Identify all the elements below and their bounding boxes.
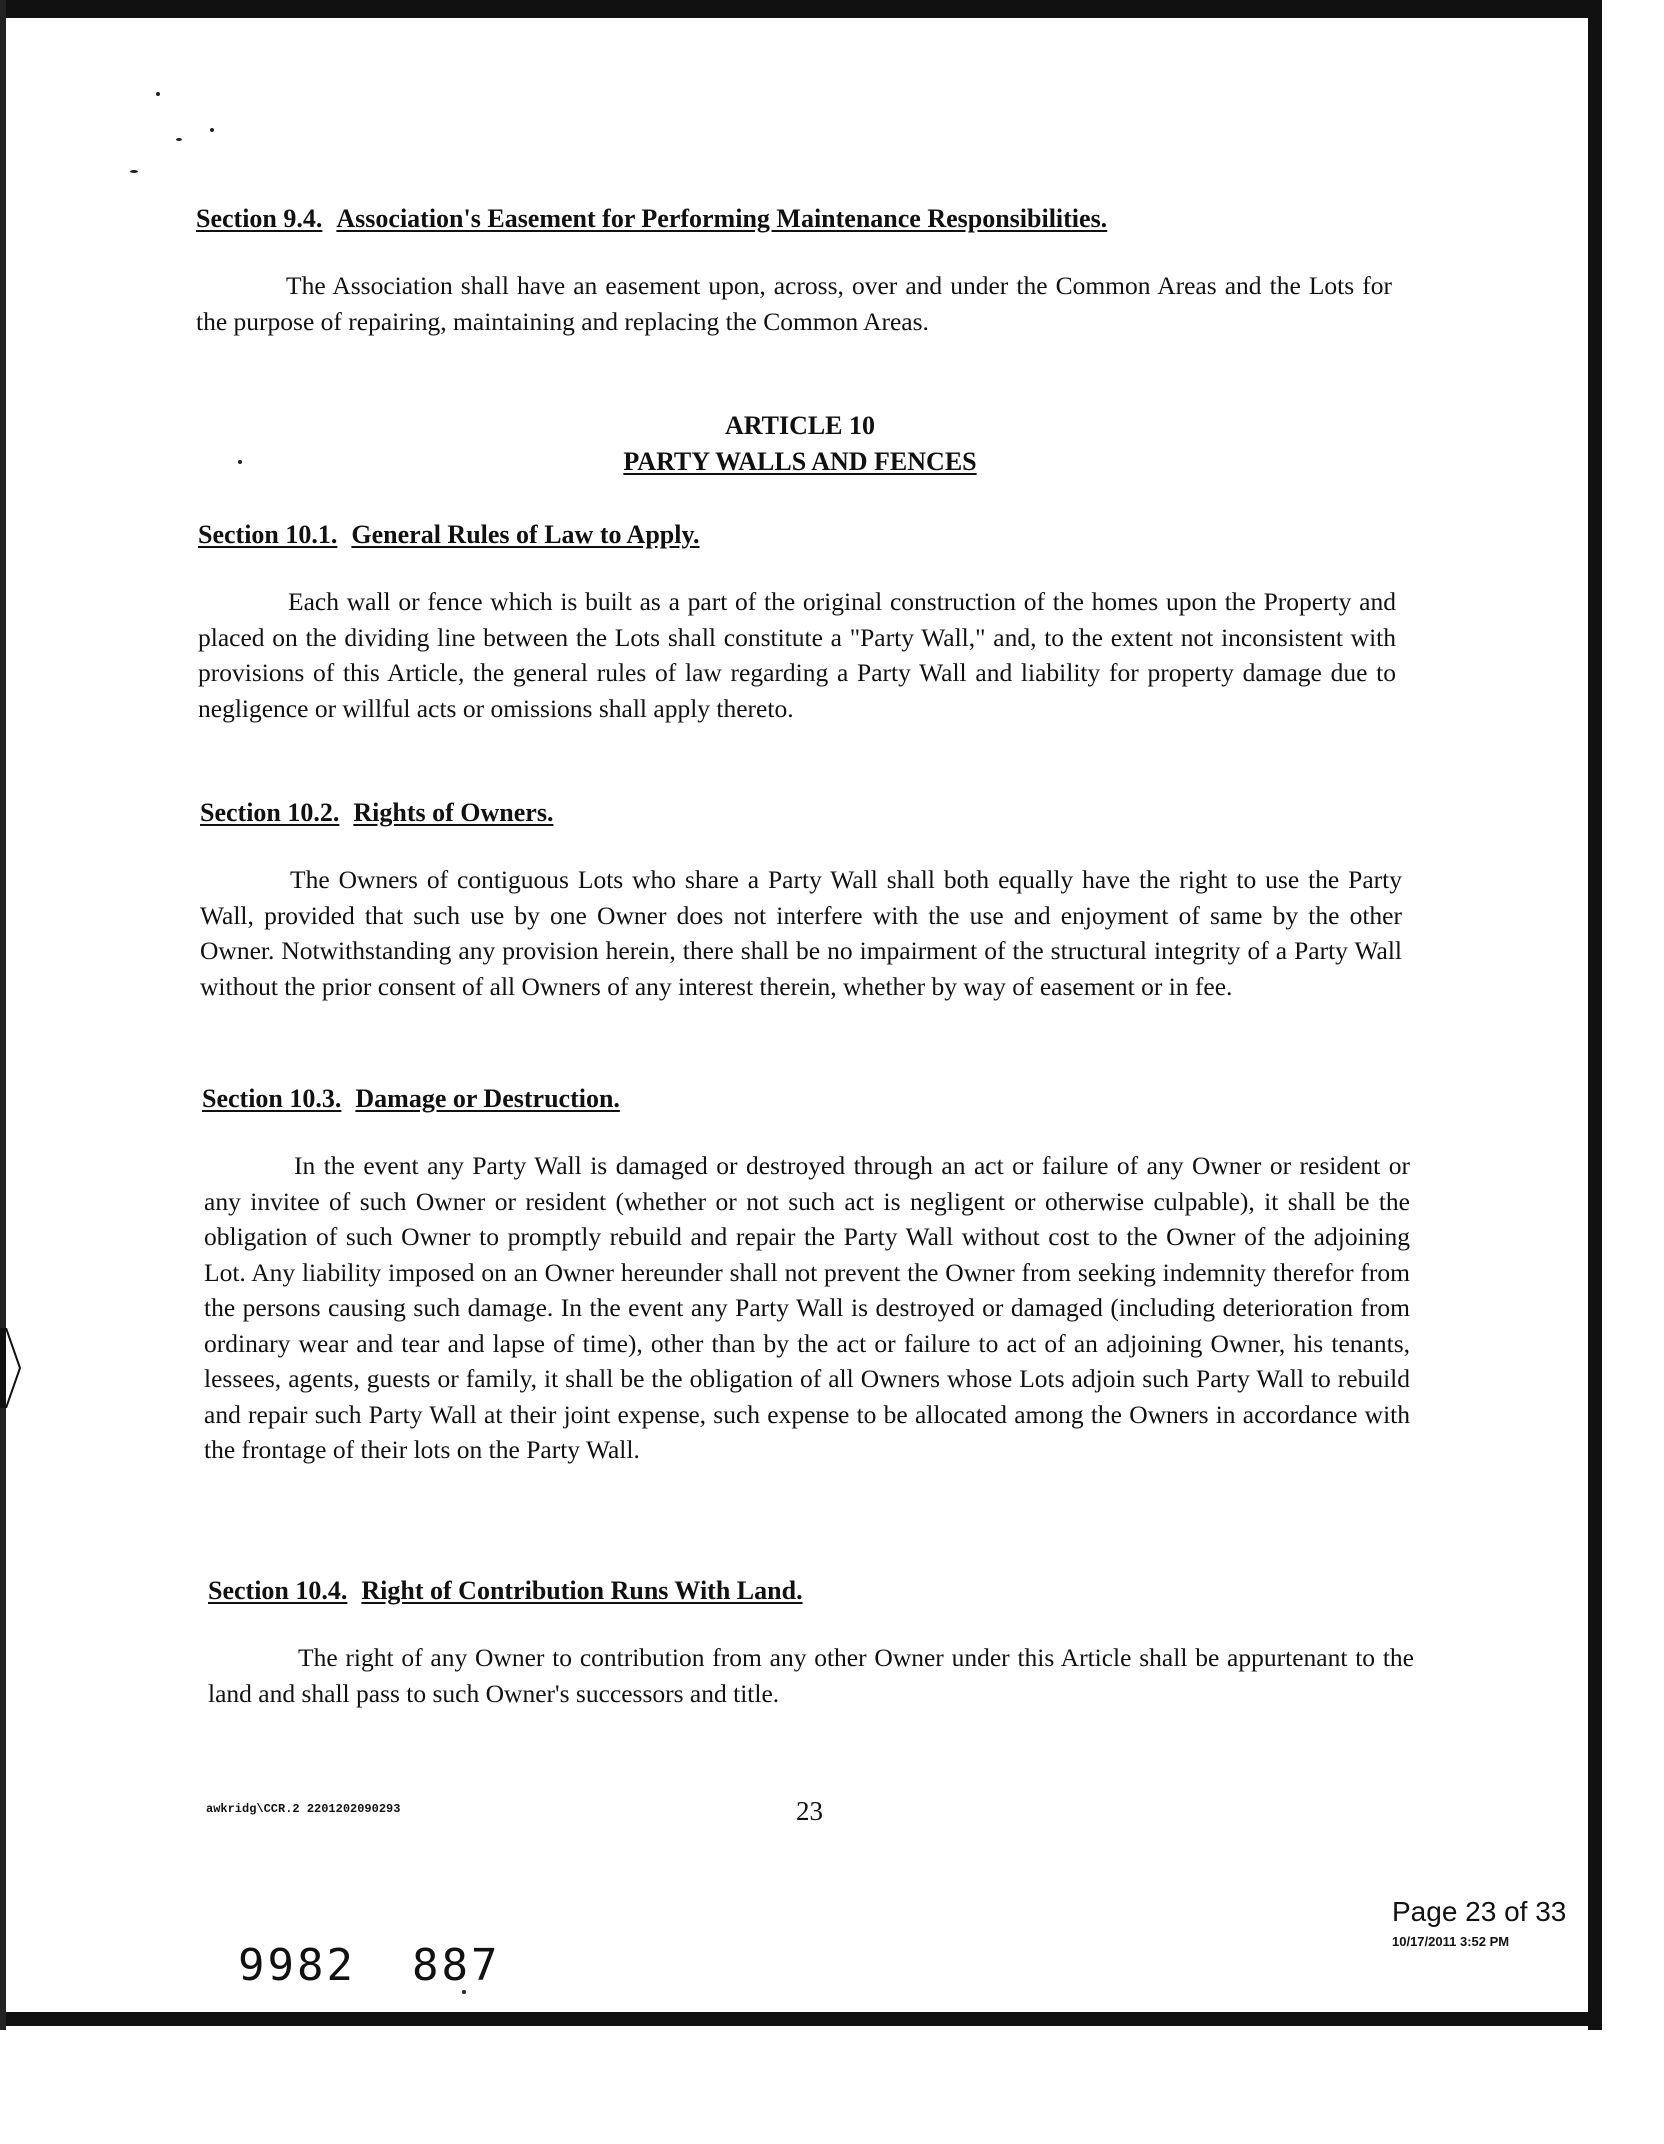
scan-border-top xyxy=(0,0,1600,18)
section-number: Section 10.2. xyxy=(200,798,340,827)
section-heading xyxy=(196,204,1107,234)
section-paragraph: The Association shall have an easement upon, across, over and under the Common Areas and the Lots for the purpose of repairing, maintaining and replacing the Common Areas. xyxy=(196,271,1392,336)
section-heading xyxy=(202,1084,620,1114)
section-title: General Rules of Law to Apply. xyxy=(351,520,700,549)
section-title: Right of Contribution Runs With Land. xyxy=(361,1576,803,1605)
section-number: Section 9.4. xyxy=(196,204,323,233)
section-title: Damage or Destruction. xyxy=(355,1084,620,1113)
section-number: Section 10.3. xyxy=(202,1084,342,1113)
article-title: PARTY WALLS AND FENCES xyxy=(623,447,977,476)
section-paragraph: The right of any Owner to contribution from any other Owner under this Article shall be appurtenant to the land and shall pass to such Owner's successors and title. xyxy=(208,1643,1414,1708)
recorder-page-stamp: Page 23 of 33 xyxy=(1392,1896,1567,1927)
section-paragraph: The Owners of contiguous Lots who share a Party Wall shall both equally have the right to use the Party Wall, provided that such use by one Owner does not interfere with the use and enjoyment of same by the other Owner. Notwithstanding any provision herein, there shall be no impairment of the structural integrity of a Party Wall without the prior consent of all Owners of any interest therein, whether by way of easement or in fee. xyxy=(200,865,1402,1001)
section-paragraph: In the event any Party Wall is damaged or destroyed through an act or failure of any Owner or resident or any invitee of such Owner or resident (whether or not such act is negligent or otherwise culpable), it shall be the obligation of such Owner to promptly rebuild and repair the Party Wall without cost to the Owner of the adjoining Lot. Any liability imposed on an Owner hereunder shall not prevent the Owner from seeking indemnity therefor from the persons causing such damage. In the event any Party Wall is destroyed or damaged (including deterioration from ordinary wear and tear and lapse of time), other than by the act or failure to act of an adjoining Owner, his tenants, lessees, agents, guests or family, it shall be the obligation of all Owners whose Lots adjoin such Party Wall to rebuild and repair such Party Wall at their joint expense, such expense to be allocated among the Owners in accordance with the frontage of their lots on the Party Wall. xyxy=(204,1151,1410,1464)
scan-border-left xyxy=(0,0,6,2030)
section-heading xyxy=(198,520,700,550)
article-heading xyxy=(500,408,1100,480)
scan-speck xyxy=(238,460,242,464)
scan-speck xyxy=(176,138,182,141)
section-number: Section 10.1. xyxy=(198,520,338,549)
section-heading xyxy=(208,1576,803,1606)
section-title: Association's Easement for Performing Maintenance Responsibilities. xyxy=(336,204,1108,233)
scan-speck xyxy=(156,92,160,96)
page-number: 23 xyxy=(796,1796,823,1826)
section-heading xyxy=(200,798,553,828)
section-paragraph: Each wall or fence which is built as a part of the original construction of the homes upon the Property and placed on the dividing line between the Lots shall constitute a "Party Wall," and, to the extent not inconsistent with provisions of this Article, the general rules of law regarding a Party Wall and liability for property damage due to negligence or willful acts or omissions shall apply thereto. xyxy=(198,587,1396,723)
section-number: Section 10.4. xyxy=(208,1576,348,1605)
scan-speck xyxy=(210,128,214,132)
section-title: Rights of Owners. xyxy=(353,798,554,827)
recording-book-number: 9982 xyxy=(238,1940,356,1991)
recording-page-number: 887 xyxy=(412,1940,501,1991)
recorder-datetime-stamp: 10/17/2011 3:52 PM xyxy=(1392,1934,1510,1949)
scan-speck xyxy=(130,170,138,173)
document-file-reference: awkridg\CCR.2 2201202090293 xyxy=(206,1802,401,1816)
article-number: ARTICLE 10 xyxy=(724,411,876,440)
scan-border-right xyxy=(1588,0,1602,2030)
scan-border-bottom xyxy=(0,2012,1602,2026)
scan-binding-mark xyxy=(0,1328,22,1408)
